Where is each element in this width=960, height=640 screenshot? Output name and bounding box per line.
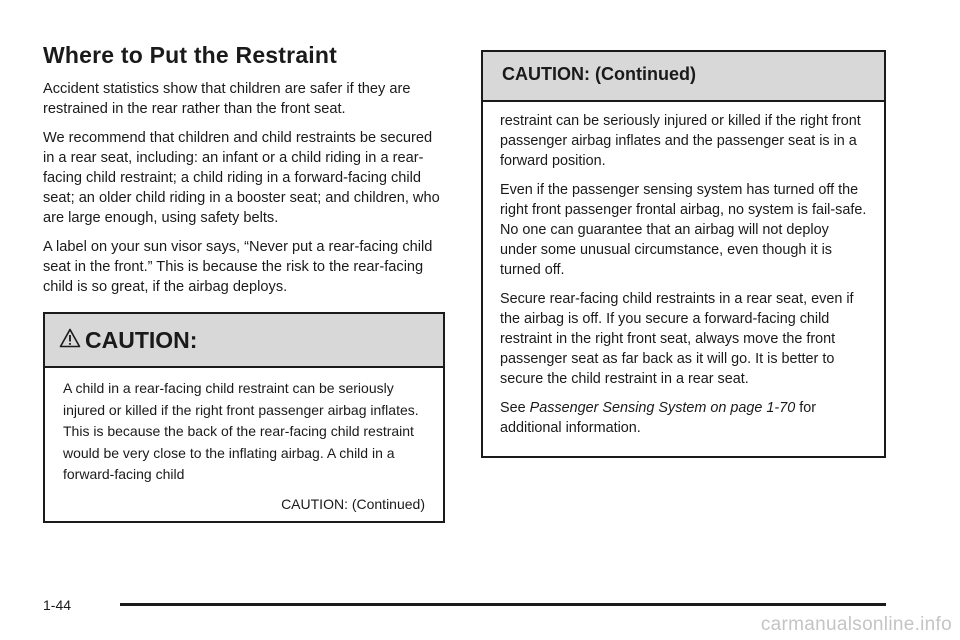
- left-column: [43, 42, 447, 306]
- watermark: carmanualsonline.info: [760, 614, 952, 635]
- footer-divider: [120, 603, 886, 606]
- page-number: 1-44: [43, 597, 72, 613]
- warning-triangle-icon: [59, 328, 81, 353]
- caution-continued-label: CAUTION: (Continued): [281, 495, 425, 512]
- paragraph-sun-visor-label: A label on your sun visor says, “Never put a rear-facing child seat in the front.” This is because the risk to the rear-facing child is so great, if the airbag deploys.: [43, 239, 433, 295]
- caution-paragraph-fail-safe: Even if the passenger sensing system has turned off the right front passenger frontal airbag, no system is fail-safe. No one can guarantee that an airbag will not deploy under some unusual circumstance, even though it is turned off.: [500, 182, 867, 278]
- caution-continued-title: CAUTION: (Continued): [502, 64, 696, 84]
- caution-continued-header: [483, 52, 884, 102]
- see-suffix: for additional information.: [500, 400, 817, 436]
- paragraph-recommendation: We recommend that children and child restraints be secured in a rear seat, including: an infant or a child riding in a rear-facing child restraint; a child riding in a forward-facing child seat; an older child riding in a booster seat; and children, who are large enough, using safety belts.: [43, 130, 440, 226]
- caution-text: A child in a rear-facing child restraint can be seriously injured or killed if the right front passenger airbag inflates. This is because the back of the rear-facing child restraint would be very close to the inflating airbag. A child in a forward-facing child: [63, 380, 419, 482]
- caution-paragraph-restraint-injury: restraint can be seriously injured or killed if the right front passenger airbag inflates and the passenger seat is in a forward position.: [500, 113, 861, 169]
- caution-box: [43, 312, 445, 523]
- caution-continued-box: [481, 50, 886, 458]
- cross-reference-link: Passenger Sensing System on page 1-70: [529, 400, 796, 416]
- caution-title: CAUTION:: [85, 326, 198, 353]
- section-heading: Where to Put the Restraint: [43, 42, 338, 68]
- see-reference: [500, 398, 868, 438]
- see-prefix: See: [500, 400, 530, 416]
- caution-paragraph-secure-restraints: Secure rear-facing child restraints in a rear seat, even if the airbag is off. If you secure a forward-facing child restraint in the right front seat, always move the front passenger seat as far back as it will go. It is better to secure the child restraint in a rear seat.: [500, 291, 854, 387]
- caution-continued-body: [483, 102, 884, 438]
- caution-header: [45, 314, 443, 368]
- paragraph-accident-statistics: Accident statistics show that children are safer if they are restrained in the rear rather than the front seat.: [43, 81, 411, 117]
- caution-body: [45, 368, 443, 512]
